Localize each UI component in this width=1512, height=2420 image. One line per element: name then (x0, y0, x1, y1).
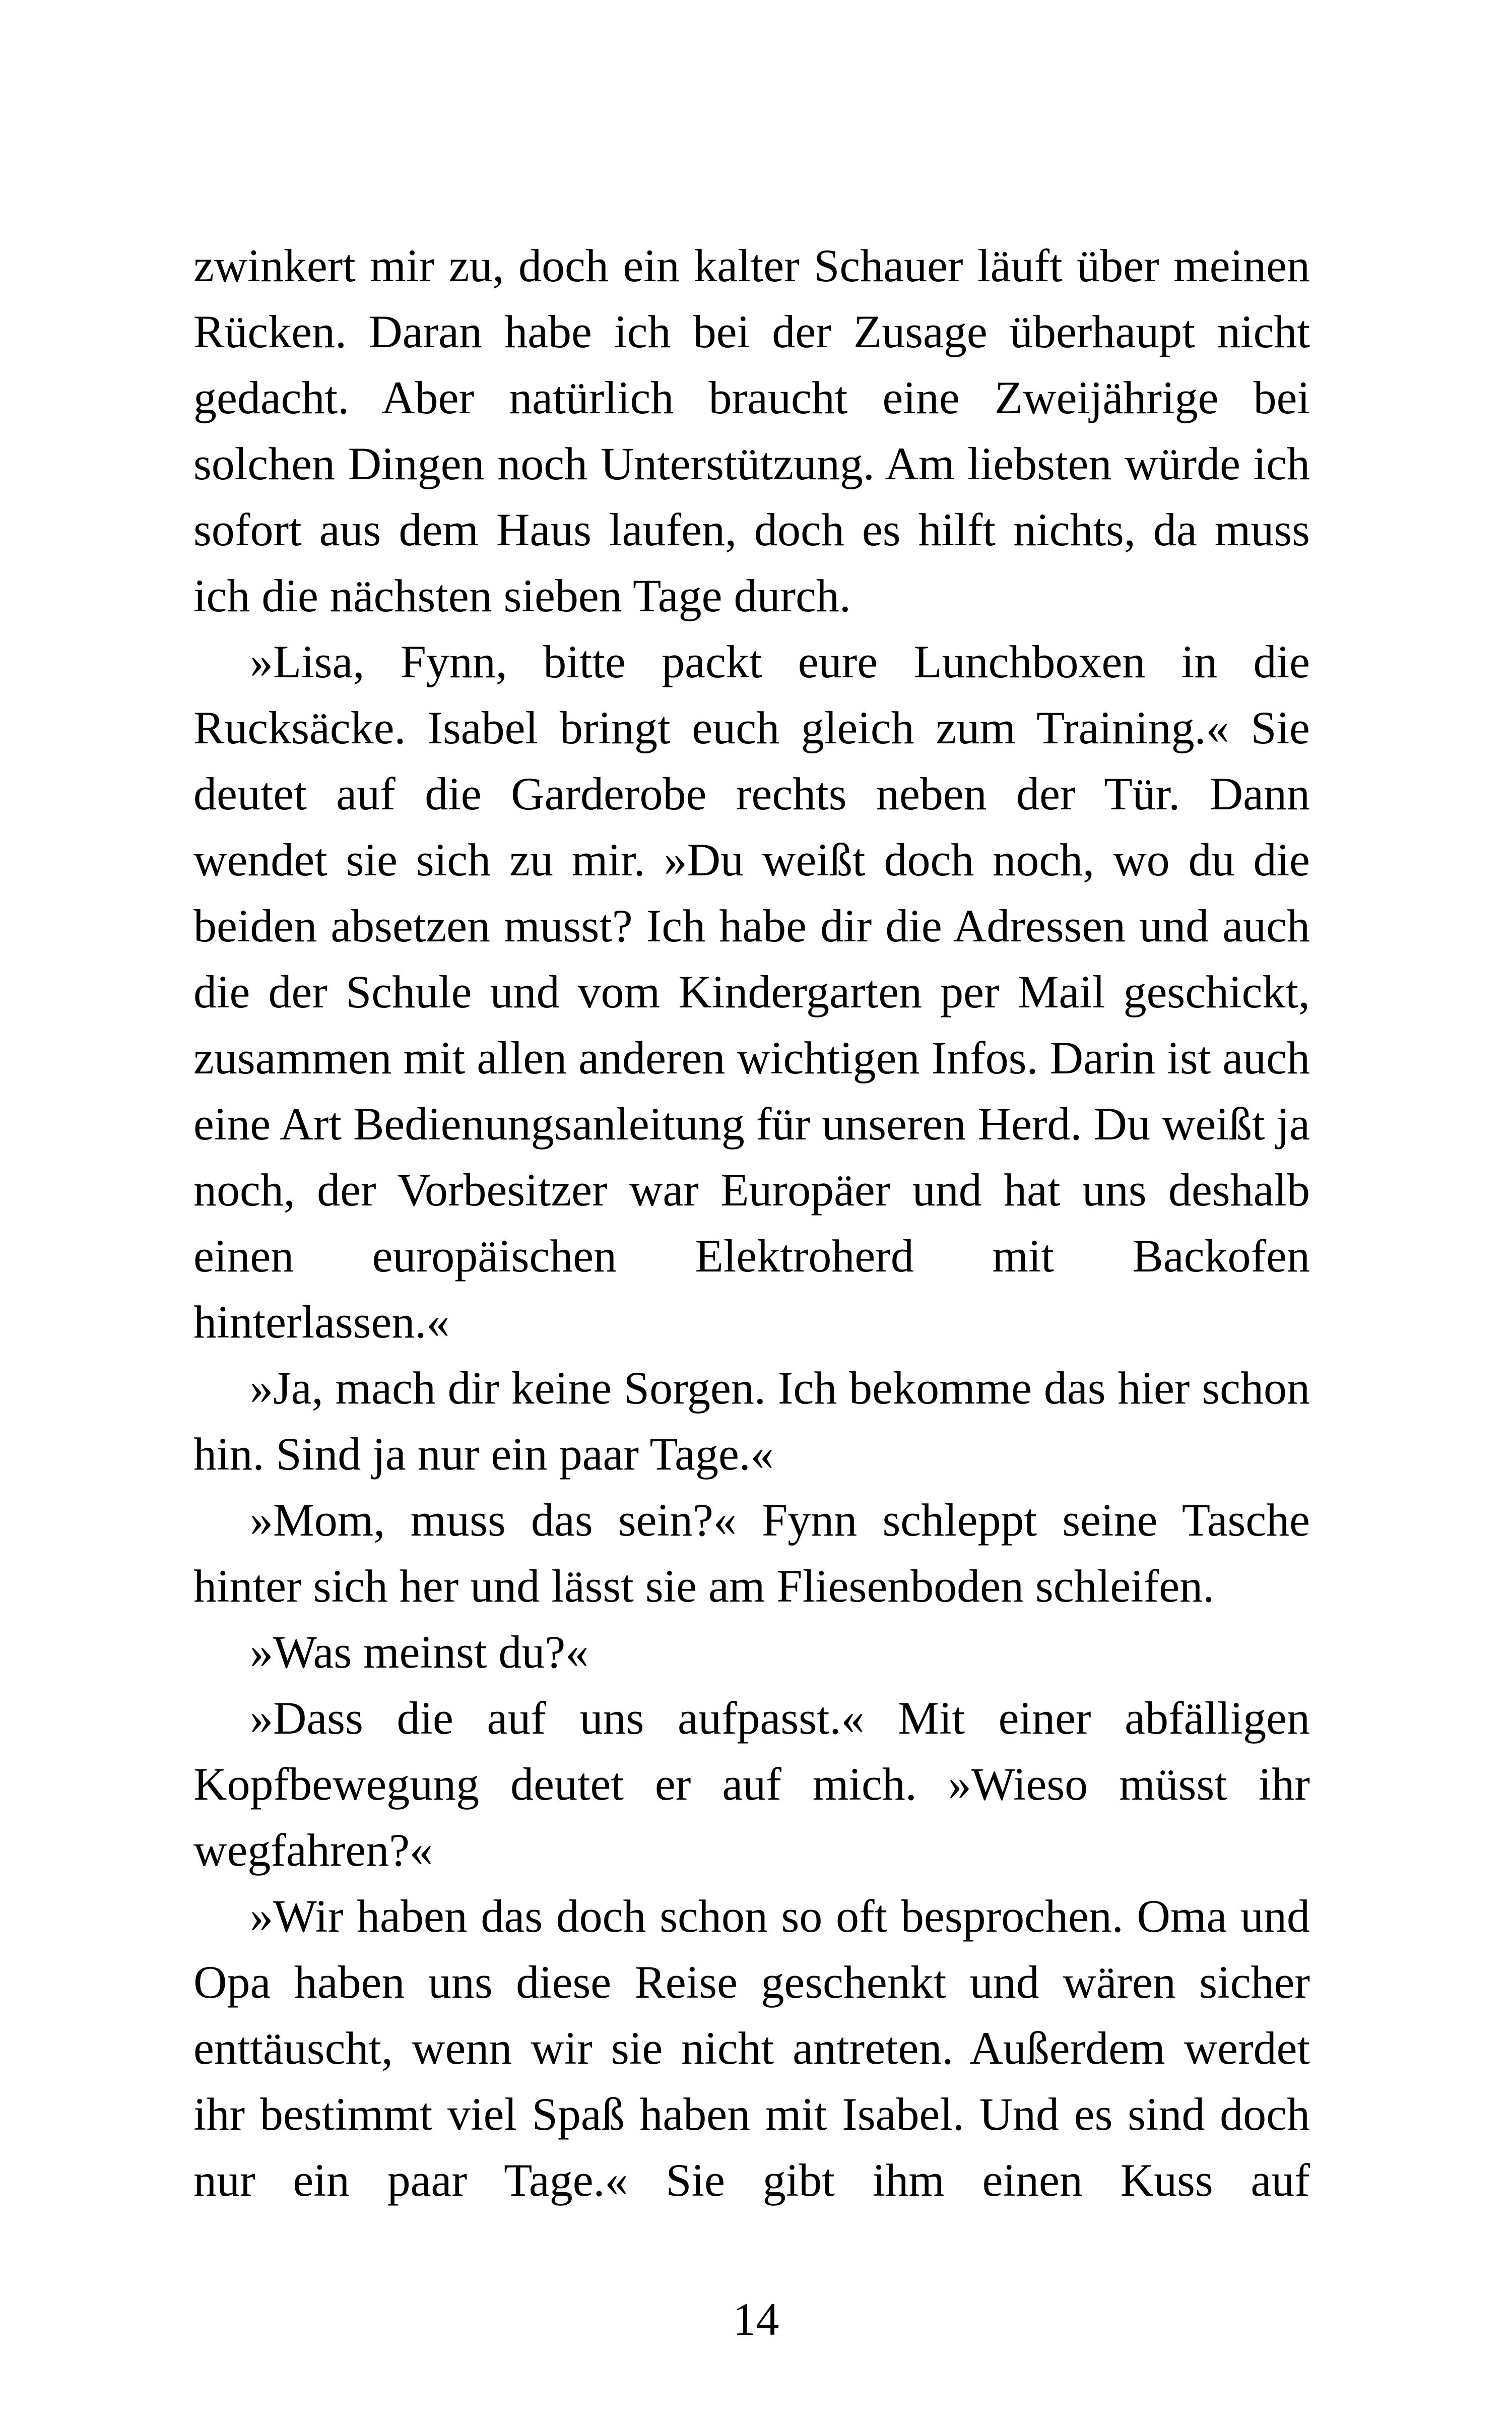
paragraph-6: »Dass die auf uns aufpasst.« Mit einer abfälligen Kopfbewegung deutet er auf mich. »Wieso müsst ihr wegfahren?« (193, 1692, 1310, 1876)
paragraph-5: »Was meinst du?« (250, 1626, 589, 1678)
paragraph-3: »Ja, mach dir keine Sorgen. Ich bekomme das hier schon hin. Sind ja nur ein paar Tage.« (193, 1362, 1310, 1480)
paragraph-7: »Wir haben das doch schon so oft besprochen. Oma und Opa haben uns diese Reise geschenkt und wären sicher enttäuscht, wenn wir sie nicht antreten. Außerdem werdet ihr bestimmt viel Spaß haben mit Isabel. Und es sind doch nur ein paar Tage.« Sie gibt ihm einen Kuss auf (193, 1890, 1310, 2206)
body-text (193, 233, 1310, 2213)
paragraph-4: »Mom, muss das sein?« Fynn schleppt seine Tasche hinter sich her und lässt sie am Fliesenboden schleifen. (193, 1494, 1310, 1612)
page-number: 14 (733, 2294, 779, 2345)
paragraph-2: »Lisa, Fynn, bitte packt eure Lunchboxen in die Rucksäcke. Isabel bringt euch gleich zum Training.« Sie deutet auf die Garderobe rechts neben der Tür. Dann wendet sie sich zu mir. »Du weißt doch noch, wo du die beiden absetzen musst? Ich habe dir die Adressen und auch die der Schule und vom Kindergarten per Mail geschickt, zusammen mit allen anderen wichtigen Infos. Darin ist auch eine Art Bedienungsanleitung für unseren Herd. Du weißt ja noch, der Vorbesitzer war Europäer und hat uns deshalb einen europäischen Elektroherd mit Backofen hinterlassen.« (193, 636, 1310, 1348)
paragraph-1: zwinkert mir zu, doch ein kalter Schauer läuft über meinen Rücken. Daran habe ich bei der Zusage überhaupt nicht gedacht. Aber natürlich braucht eine Zweijährige bei solchen Dingen noch Unterstützung. Am liebsten würde ich sofort aus dem Haus laufen, doch es hilft nichts, da muss ich die nächsten sieben Tage durch. (193, 240, 1310, 621)
